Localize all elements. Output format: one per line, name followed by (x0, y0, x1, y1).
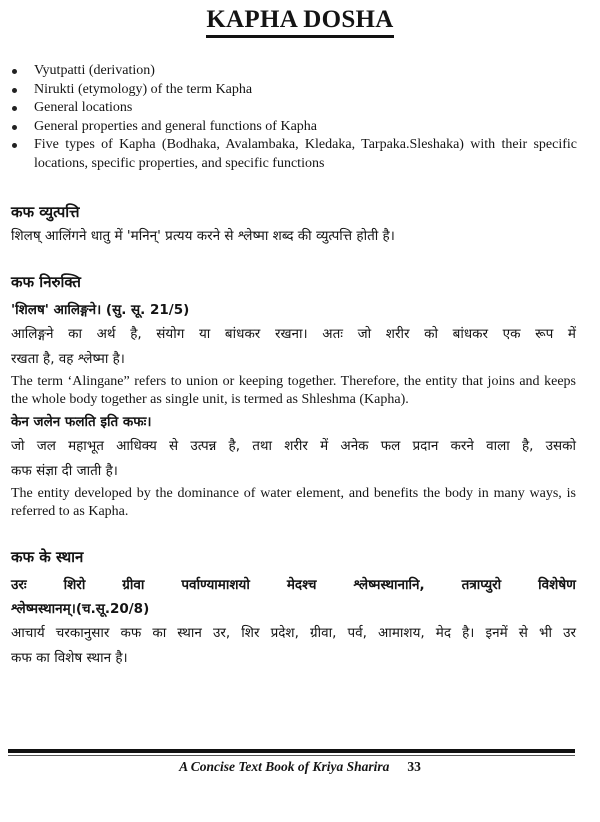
hindi-text-line: आचार्य चरकानुसार कफ का स्थान उर, शिर प्रदेश, ग्रीवा, पर्व, आमाशय, मेद है। इनमें से भी उर (11, 625, 576, 641)
hindi-text-line: जो जल महाभूत आधिक्य से उत्पन्न है, तथा शरीर में अनेक फल प्रदान करने वाला है, उसको (11, 438, 576, 454)
hindi-text-line: रखता है, वह श्लेष्मा है। (11, 351, 125, 367)
section-heading: कफ के स्थान (11, 548, 84, 566)
section-text: शिलष् आलिंगने धातु में 'मनिन्' प्रत्यय करने से श्लेष्मा शब्द की व्युत्पत्ति होती है। (11, 228, 395, 244)
hindi-text-line: आलिङ्गने का अर्थ है, संयोग या बांधकर रखना। अतः जो शरीर को बांधकर एक रूप में (11, 326, 576, 342)
chapter-title-text: KAPHA DOSHA (206, 6, 393, 38)
verse-word: पर्वाण्यामाशयो (181, 577, 250, 593)
objective-item: General locations (12, 99, 577, 118)
objective-item: Vyutpatti (derivation) (12, 62, 577, 81)
verse-word: ग्रीवा (122, 577, 145, 593)
verse-line (11, 573, 576, 597)
section-heading: कफ निरुक्ति (11, 273, 81, 291)
section-vyutpatti (11, 202, 576, 249)
objectives-list (12, 62, 577, 173)
objective-item: General properties and general functions of Kapha (12, 118, 577, 137)
verse-word: तत्राप्युरो (461, 577, 502, 593)
bullet-icon (12, 143, 17, 148)
hindi-text-line: कफ का विशेष स्थान है। (11, 650, 128, 666)
verse-reference: श्लेष्मस्थानम्।(च.सू.20/8) (11, 601, 150, 617)
verse-text: केन जलेन फलति इति कफः। (11, 414, 152, 430)
verse-word: श्लेष्मस्थानानि, (353, 577, 425, 593)
page-number: 33 (407, 759, 421, 774)
page-footer (0, 759, 600, 775)
verse-word: मेदश्च (286, 577, 317, 593)
section-heading: कफ व्युत्पत्ति (11, 203, 80, 221)
book-title: A Concise Text Book of Kriya Sharira (179, 759, 390, 774)
objective-item: Five types of Kapha (Bodhaka, Avalambaka, Kledaka, Tarpaka.Sleshaka) with their specific locations, specific properties, and specific functions (12, 136, 577, 173)
hindi-text-line: कफ संज्ञा दी जाती है। (11, 463, 118, 479)
bullet-icon (12, 69, 17, 74)
section-sthana (11, 547, 576, 671)
bullet-icon (12, 125, 17, 130)
section-nirukti (11, 272, 576, 521)
chapter-title (0, 6, 600, 38)
verse-word: उरः (11, 577, 27, 593)
bullet-icon (12, 88, 17, 93)
verse-reference: 'शिलष' आलिङ्गने। (सु. सू. 21/5) (11, 302, 190, 318)
verse-word: शिरो (63, 577, 86, 593)
english-translation: The entity developed by the dominance of water element, and benefits the body in many ways, is referred to as Kapha. (11, 486, 576, 519)
verse-word: विशेषेण (538, 577, 576, 593)
footer-divider (8, 749, 575, 753)
english-translation: The term ‘Alingane” refers to union or keeping together. Therefore, the entity that joins and keeps the whole body together as single unit, is termed as Shleshma (Kapha). (11, 374, 576, 407)
objective-item: Nirukti (etymology) of the term Kapha (12, 81, 577, 100)
footer-divider-thin (8, 755, 575, 756)
bullet-icon (12, 106, 17, 111)
